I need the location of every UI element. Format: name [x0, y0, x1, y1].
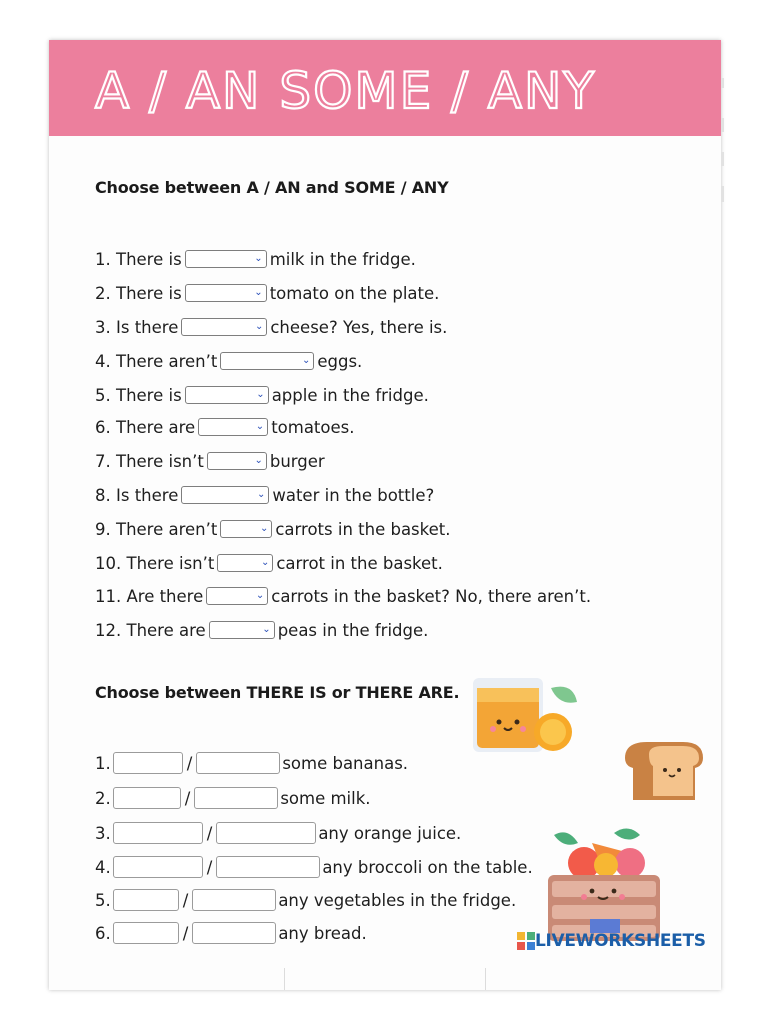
item-rest: burger	[269, 451, 325, 471]
item-rest: carrot in the basket.	[276, 553, 443, 573]
exercise1-item	[95, 350, 362, 372]
title-banner	[49, 40, 721, 136]
item-rest: cheese? Yes, there is.	[270, 317, 448, 337]
answer-dropdown[interactable]	[185, 386, 269, 404]
answer-input-second[interactable]	[192, 889, 276, 911]
item-prompt: 5. There is	[95, 385, 182, 405]
separator: /	[186, 753, 193, 773]
exercise1-item	[95, 316, 447, 338]
answer-input-first[interactable]	[113, 752, 183, 774]
exercise2-item	[95, 787, 371, 809]
item-rest: carrots in the basket? No, there aren’t.	[271, 586, 592, 606]
chevron-down-icon: ⌄	[301, 355, 311, 366]
answer-dropdown[interactable]	[220, 352, 314, 370]
exercise2-item	[95, 752, 408, 774]
answer-dropdown[interactable]	[206, 587, 268, 605]
exercise1-item	[95, 416, 355, 438]
item-rest: water in the bottle?	[272, 485, 435, 505]
section2-heading: Choose between THERE IS or THERE ARE.	[95, 683, 460, 702]
item-prompt: 4. There aren’t	[95, 351, 218, 371]
logo-icon	[517, 932, 535, 950]
separator: /	[206, 823, 213, 843]
exercise1-item	[95, 248, 416, 270]
answer-dropdown[interactable]	[181, 486, 269, 504]
answer-input-first[interactable]	[113, 822, 203, 844]
item-number: 1.	[95, 753, 111, 773]
chevron-down-icon: ⌄	[256, 489, 266, 500]
item-prompt: 8. Is there	[95, 485, 179, 505]
exercise1-item	[95, 585, 591, 607]
worksheet-page	[49, 40, 721, 990]
exercise2-item	[95, 889, 516, 911]
item-rest: any bread.	[278, 923, 367, 943]
answer-input-second[interactable]	[216, 856, 320, 878]
separator: /	[182, 923, 189, 943]
chevron-down-icon: ⌄	[260, 557, 270, 568]
item-number: 4.	[95, 857, 111, 877]
answer-input-first[interactable]	[113, 856, 203, 878]
chevron-down-icon: ⌄	[255, 421, 265, 432]
logo-text: LIVEWORKSHEETS	[535, 931, 706, 951]
chevron-down-icon: ⌄	[254, 455, 263, 466]
item-prompt: 10. There isn’t	[95, 553, 215, 573]
separator: /	[206, 857, 213, 877]
item-rest: some bananas.	[282, 753, 409, 773]
item-rest: some milk.	[280, 788, 371, 808]
item-rest: tomato on the plate.	[269, 283, 440, 303]
answer-dropdown[interactable]	[185, 250, 267, 268]
item-number: 5.	[95, 890, 111, 910]
page-edge-mark	[721, 118, 724, 132]
vegetable-crate-icon	[544, 825, 664, 945]
exercise1-item	[95, 384, 429, 406]
answer-dropdown[interactable]	[198, 418, 268, 436]
orange-juice-icon	[469, 672, 579, 754]
bread-icon	[619, 740, 705, 804]
item-rest: eggs.	[317, 351, 363, 371]
exercise2-item	[95, 822, 461, 844]
separator: /	[184, 788, 191, 808]
chevron-down-icon: ⌄	[255, 590, 265, 601]
item-rest: carrots in the basket.	[275, 519, 451, 539]
answer-dropdown[interactable]	[185, 284, 267, 302]
answer-dropdown[interactable]	[207, 452, 267, 470]
exercise1-item	[95, 484, 434, 506]
answer-dropdown[interactable]	[181, 318, 267, 336]
chevron-down-icon: ⌄	[256, 389, 265, 400]
item-rest: tomatoes.	[271, 417, 355, 437]
item-prompt: 9. There aren’t	[95, 519, 218, 539]
item-prompt: 2. There is	[95, 283, 182, 303]
page-edge-mark	[721, 152, 724, 166]
chevron-down-icon: ⌄	[254, 253, 263, 264]
item-rest: any vegetables in the fridge.	[278, 890, 517, 910]
item-number: 2.	[95, 788, 111, 808]
page-edge-mark	[721, 186, 724, 202]
answer-input-first[interactable]	[113, 922, 179, 944]
exercise1-item	[95, 282, 439, 304]
answer-input-first[interactable]	[113, 889, 179, 911]
item-rest: any broccoli on the table.	[322, 857, 533, 877]
item-rest: milk in the fridge.	[269, 249, 416, 269]
item-rest: any orange juice.	[318, 823, 462, 843]
answer-dropdown[interactable]	[209, 621, 275, 639]
answer-dropdown[interactable]	[217, 554, 273, 572]
answer-input-second[interactable]	[194, 787, 278, 809]
item-prompt: 11. Are there	[95, 586, 204, 606]
answer-input-first[interactable]	[113, 787, 181, 809]
item-prompt: 6. There are	[95, 417, 196, 437]
answer-input-second[interactable]	[192, 922, 276, 944]
page-edge-mark	[721, 78, 724, 88]
item-number: 6.	[95, 923, 111, 943]
item-rest: apple in the fridge.	[271, 385, 429, 405]
exercise2-item	[95, 856, 533, 878]
separator: /	[182, 890, 189, 910]
page-title-text: A / AN SOME / ANY	[95, 62, 596, 120]
footer-divider	[284, 968, 285, 990]
answer-dropdown[interactable]	[220, 520, 272, 538]
exercise1-item	[95, 619, 428, 641]
item-prompt: 12. There are	[95, 620, 206, 640]
footer-divider	[485, 968, 486, 990]
chevron-down-icon: ⌄	[259, 523, 269, 534]
exercise1-item	[95, 450, 325, 472]
exercise2-item	[95, 922, 367, 944]
page-title	[49, 54, 721, 124]
answer-input-second[interactable]	[196, 752, 280, 774]
section1-heading: Choose between A / AN and SOME / ANY	[95, 178, 449, 197]
item-prompt: 1. There is	[95, 249, 182, 269]
item-prompt: 3. Is there	[95, 317, 179, 337]
liveworksheets-logo[interactable]	[517, 929, 706, 953]
item-rest: peas in the fridge.	[277, 620, 429, 640]
exercise1-item	[95, 518, 451, 540]
answer-input-second[interactable]	[216, 822, 316, 844]
chevron-down-icon: ⌄	[262, 624, 271, 635]
item-prompt: 7. There isn’t	[95, 451, 204, 471]
chevron-down-icon: ⌄	[254, 287, 263, 298]
chevron-down-icon: ⌄	[254, 321, 264, 332]
exercise1-item	[95, 552, 443, 574]
item-number: 3.	[95, 823, 111, 843]
